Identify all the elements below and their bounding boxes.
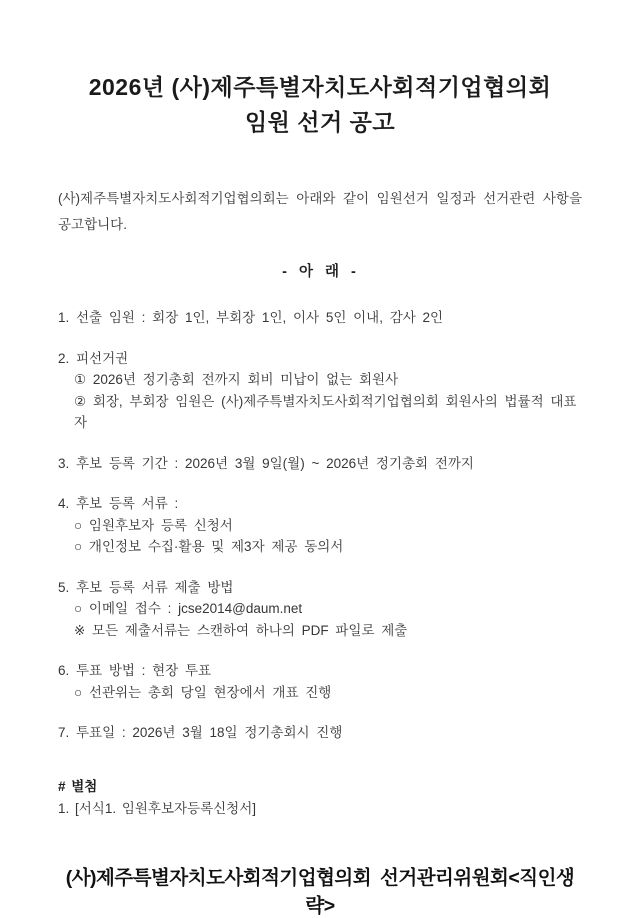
document-title-line1: 2026년 (사)제주특별자치도사회적기업협의회 [88,74,552,100]
item-registration-period [58,453,582,475]
item-label: 1. 선출 임원 : 회장 1인, 부회장 1인, 이사 5인 이내, 감사 2인 [58,310,444,325]
item-label: 2. 피선거권 [58,350,129,366]
item-voting-method [58,660,582,703]
item-label: 5. 후보 등록 서류 제출 방법 [58,579,234,595]
item-registration-documents [58,493,582,558]
item-label: 3. 후보 등록 기간 : 2026년 3월 9일(월) ~ 2026년 정기총회 전까지 [58,455,474,471]
item-elected-officers [58,307,582,329]
item-submission-method [58,577,582,642]
item-sub-line: ○ 임원후보자 등록 신청서 [74,517,233,533]
document-title-line2: 임원 선거 공고 [244,109,396,135]
item-sub-line: ※ 모든 제출서류는 스캔하여 하나의 PDF 파일로 제출 [74,622,408,638]
attachment-item: 1. [서식1. 임원후보자등록신청서] [58,800,257,816]
item-sub-line: ○ 개인정보 수집·활용 및 제3자 제공 동의서 [74,539,344,554]
item-sub-line: ○ 이메일 접수 : jcse2014@daum.net [74,601,303,616]
item-eligibility [58,348,582,434]
announcement-items [58,307,582,744]
item-sub-line: ② 회장, 부회장 임원은 (사)제주특별자치도사회적기업협의회 회원사의 법률적 대표자 [74,393,577,430]
attachment-section [58,776,582,820]
item-label: 7. 투표일 : 2026년 3월 18일 정기총회시 진행 [58,725,343,740]
item-label: 6. 투표 방법 : 현장 투표 [58,663,212,678]
issuing-authority: (사)제주특별자치도사회적기업협의회 선거관리위원회<직인생략> [65,866,575,917]
item-voting-date [58,722,582,744]
intro-paragraph: (사)제주특별자치도사회적기업협의회는 아래와 같이 임원선거 일정과 선거관련 사항을 공고합니다. [58,191,582,232]
item-label: 4. 후보 등록 서류 : [58,496,179,511]
attachment-header: # 별첨 [58,778,98,794]
item-sub-line: ○ 선관위는 총회 당일 현장에서 개표 진행 [74,684,332,700]
item-sub-line: ① 2026년 정기총회 전까지 회비 미납이 없는 회원사 [74,372,399,387]
below-divider: - 아 래 - [282,264,358,280]
document-title [58,70,582,140]
